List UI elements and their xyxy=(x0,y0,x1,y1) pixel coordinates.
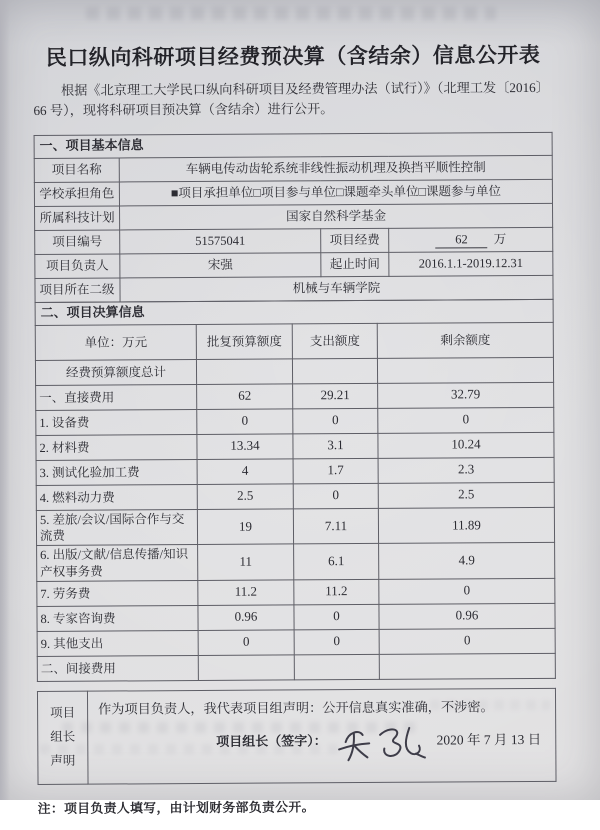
cell-approved: 0.96 xyxy=(198,605,294,631)
table-row-number-funds xyxy=(35,227,553,254)
field-label: 项目名称 xyxy=(34,158,119,183)
table-row-equipment xyxy=(36,407,554,435)
field-value-funds xyxy=(389,227,553,252)
cell-remaining: 0.96 xyxy=(379,603,555,629)
signature-row xyxy=(98,720,545,763)
table-row-program xyxy=(35,203,553,230)
table-row-direct-costs xyxy=(36,382,554,410)
cell-approved: 0 xyxy=(197,409,293,435)
row-label: 4. 燃料动力费 xyxy=(36,484,197,510)
cell-approved: 13.34 xyxy=(197,434,293,460)
cell-approved: 0 xyxy=(198,630,294,656)
cell-approved: 62 xyxy=(197,384,293,410)
cell-remaining: 10.24 xyxy=(378,432,554,458)
field-value-program: 国家自然科学基金 xyxy=(120,203,553,230)
statement-label-line: 项目 xyxy=(50,706,76,721)
row-label: 9. 其他支出 xyxy=(37,630,198,656)
field-value-department: 机械与车辆学院 xyxy=(120,275,553,302)
statement-content-cell xyxy=(87,688,556,784)
field-value-period: 2016.1.1-2019.12.31 xyxy=(389,251,553,276)
cell-approved: 19 xyxy=(197,509,293,545)
cell-spent: 0 xyxy=(294,629,379,655)
cell-remaining xyxy=(379,653,555,679)
row-label: 5. 差旅/会议/国际合作与交流费 xyxy=(36,509,197,545)
field-value-project-number: 51575041 xyxy=(120,229,321,254)
column-header-spent: 支出额度 xyxy=(292,323,377,359)
section-title: 二、项目决算信息 xyxy=(35,299,553,325)
table-row-expert-consulting xyxy=(37,603,555,631)
table-row-role xyxy=(34,179,552,206)
statement-side-label xyxy=(37,691,88,784)
cell-approved xyxy=(196,359,292,385)
field-label: 项目编号 xyxy=(35,230,120,255)
field-label: 所属科技计划 xyxy=(35,206,120,231)
table-row-project-name xyxy=(34,155,552,182)
row-label: 经费预算额度总计 xyxy=(35,359,196,385)
field-value-role-checkboxes: ■项目承担单位□项目参与单位□课题牵头单位□课题参与单位 xyxy=(119,179,552,206)
cell-remaining xyxy=(377,357,553,383)
cell-approved: 4 xyxy=(197,459,293,485)
statement-label-line: 组长 xyxy=(50,729,76,744)
signature-scribble xyxy=(332,718,430,764)
cell-spent: 0 xyxy=(294,604,379,630)
funds-unit: 万 xyxy=(493,231,507,246)
signature-date: 2020 年 7 月 13 日 xyxy=(436,732,542,748)
document-body xyxy=(33,39,558,830)
cell-spent xyxy=(292,358,377,384)
row-label: 8. 专家咨询费 xyxy=(37,605,198,631)
table-row-materials xyxy=(36,432,554,460)
row-label: 2. 材料费 xyxy=(36,434,197,460)
table-row-labor xyxy=(37,578,555,606)
table-row-indirect-costs xyxy=(37,653,555,681)
cell-remaining: 2.3 xyxy=(378,457,554,483)
statement-text: 作为项目负责人，我代表项目组声明：公开信息真实准确，不涉密。 xyxy=(98,699,494,717)
table-row-travel-conference xyxy=(36,507,554,546)
column-header-remaining: 剩余额度 xyxy=(377,322,553,358)
row-label: 6. 出版/文献/信息传播/知识产权事务费 xyxy=(37,545,198,581)
cell-remaining: 2.5 xyxy=(378,482,554,508)
cell-remaining: 11.89 xyxy=(378,507,554,544)
cell-approved xyxy=(198,655,294,681)
cell-remaining: 0 xyxy=(379,628,555,654)
field-value-project-name: 车辆电传动齿轮系统非线性振动机理及换挡平顺性控制 xyxy=(119,155,552,182)
field-label: 项目负责人 xyxy=(35,254,120,279)
row-label: 二、间接费用 xyxy=(37,655,198,681)
budget-column-header-row xyxy=(35,322,553,360)
column-header-approved: 批复预算额度 xyxy=(196,324,292,360)
cell-approved: 11 xyxy=(198,544,294,580)
intro-paragraph: 根据《北京理工大学民口纵向科研项目及经费管理办法（试行）》（北理工发〔2016〕66 号），现将科研项目预决算（含结余）进行公开。 xyxy=(33,79,549,119)
table-row-fuel-power xyxy=(36,482,554,510)
cell-spent xyxy=(294,654,379,680)
field-label: 起止时间 xyxy=(321,252,389,276)
footer-note: 注：项目负责人填写，由计划财务部负责公开。 xyxy=(37,800,315,816)
cell-spent: 6.1 xyxy=(294,544,379,580)
table-row-total xyxy=(35,357,553,385)
cell-remaining: 32.79 xyxy=(378,382,554,408)
budget-table xyxy=(35,299,556,682)
table-row-testing xyxy=(36,457,554,485)
paper-edge-shadow xyxy=(0,0,10,800)
cell-approved: 2.5 xyxy=(197,484,293,510)
basic-info-table xyxy=(34,132,554,303)
cell-spent: 7.11 xyxy=(293,508,378,544)
field-label: 项目经费 xyxy=(321,228,389,252)
cell-remaining: 0 xyxy=(379,578,555,604)
cell-spent: 0 xyxy=(293,483,378,509)
row-label: 3. 测试化验加工费 xyxy=(36,459,197,485)
column-header-unit: 单位：万元 xyxy=(35,324,196,360)
statement-table xyxy=(37,688,557,785)
cell-spent: 1.7 xyxy=(293,458,378,484)
cell-approved: 11.2 xyxy=(198,580,294,606)
funds-amount: 62 xyxy=(435,232,488,249)
cell-spent: 0 xyxy=(293,408,378,434)
cell-spent: 11.2 xyxy=(294,579,379,605)
field-label: 学校承担角色 xyxy=(34,182,119,207)
bleedthrough-smudge xyxy=(86,7,496,20)
field-label: 项目所在二级 xyxy=(35,278,120,303)
section-header-basic-info xyxy=(34,132,552,158)
table-row-pi-period xyxy=(35,251,553,278)
statement-row xyxy=(37,688,556,784)
field-value-pi: 宋强 xyxy=(120,253,321,278)
row-label: 7. 劳务费 xyxy=(37,580,198,606)
cell-spent: 29.21 xyxy=(293,383,378,409)
cell-spent: 3.1 xyxy=(293,433,378,459)
section-header-budget xyxy=(35,299,553,325)
table-row-other xyxy=(37,628,555,656)
signature-label: 项目组长（签字）： xyxy=(216,732,327,749)
row-label: 一、直接费用 xyxy=(36,384,197,410)
document-title: 民口纵向科研项目经费预决算（含结余）信息公开表 xyxy=(45,43,541,70)
cell-remaining: 0 xyxy=(378,407,554,433)
statement-label-line: 声明 xyxy=(50,753,76,768)
section-title: 一、项目基本信息 xyxy=(34,132,552,158)
cell-remaining: 4.9 xyxy=(379,543,555,580)
table-row-publication-ip xyxy=(37,543,555,582)
row-label: 1. 设备费 xyxy=(36,409,197,435)
